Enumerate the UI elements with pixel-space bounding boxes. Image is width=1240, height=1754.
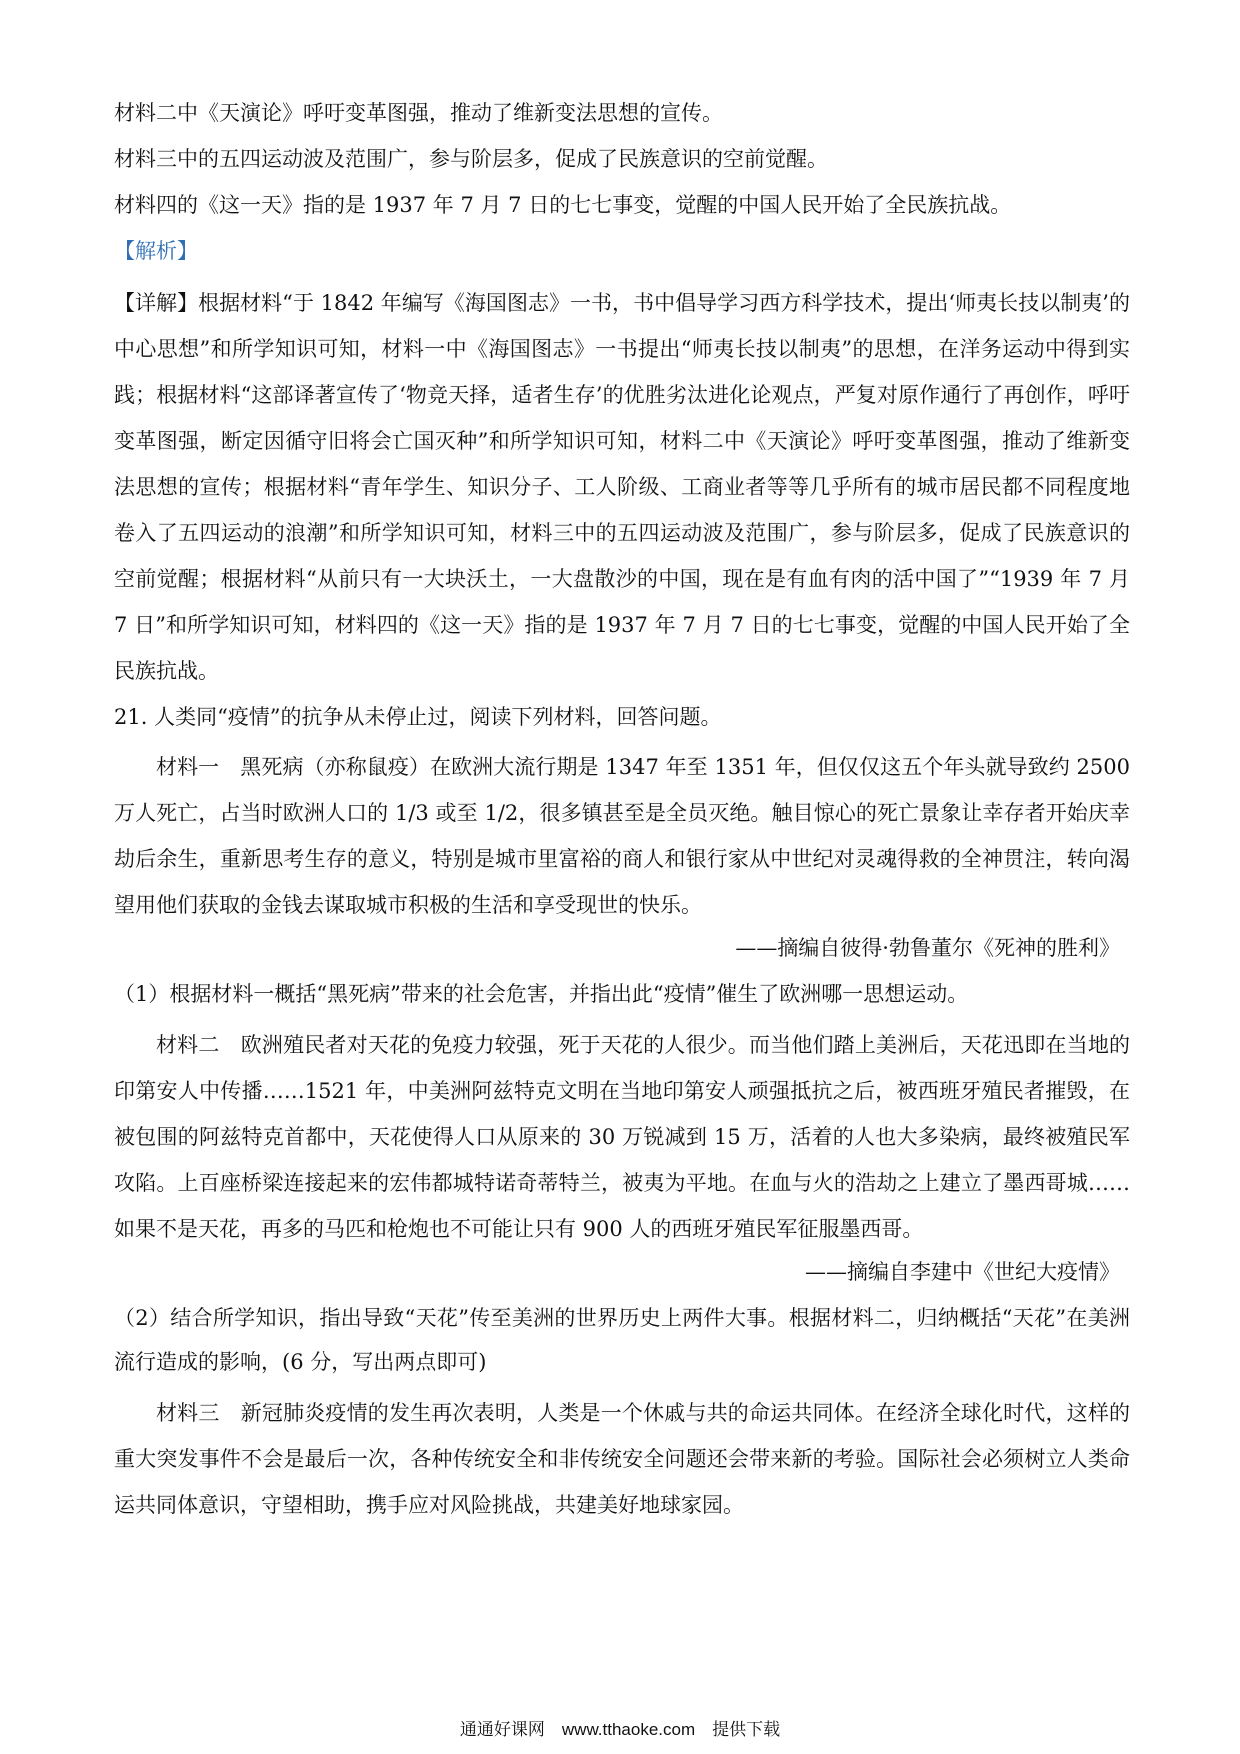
- question-21-stem: 21. 人类同“疫情”的抗争从未停止过，阅读下列材料，回答问题。: [114, 705, 722, 729]
- source-2: ——摘编自李建中《世纪大疫情》: [805, 1260, 1120, 1284]
- answer-line-material-3: 材料三中的五四运动波及范围广，参与阶层多，促成了民族意识的空前觉醒。: [114, 147, 828, 171]
- material-1: 材料一 黑死病（亦称鼠疫）在欧洲大流行期是 1347 年至 1351 年，但仅仅这五个年头就导致约 2500 万人死亡，占当时欧洲人口的 1/3 或至 1/2，很多镇甚至是全员灭绝。触目惊心的死亡景象让幸存者开始庆幸劫后余生，重新思考生存的意义，特别是城市里富裕的商人和银行家从中世纪对灵魂得救的全神贯注，转向渴望用他们获取的金钱去谋取城市积极的生活和享受现世的快乐。: [114, 755, 1130, 917]
- source-1: ——摘编自彼得·勃鲁董尔《死神的胜利》: [735, 936, 1120, 960]
- sub-question-1: （1）根据材料一概括“黑死病”带来的社会危害，并指出此“疫情”催生了欧洲哪一思想运动。: [114, 982, 969, 1006]
- material-2: 材料二 欧洲殖民者对天花的免疫力较强，死于天花的人很少。而当他们踏上美洲后，天花迅即在当地的印第安人中传播……1521 年，中美洲阿兹特克文明在当地印第安人顽强抵抗之后，被西班牙殖民者摧毁，在被包围的阿兹特克首都中，天花使得人口从原来的 30 万锐减到 15 万，活着的人也大多染病，最终被殖民军攻陷。上百座桥梁连接起来的宏伟都城特诺奇蒂特兰，被夷为平地。在血与火的浩劫之上建立了墨西哥城……如果不是天花，再多的马匹和枪炮也不可能让只有 900 人的西班牙殖民军征服墨西哥。: [114, 1033, 1130, 1241]
- material-3: 材料三 新冠肺炎疫情的发生再次表明，人类是一个休戚与共的命运共同体。在经济全球化时代，这样的重大突发事件不会是最后一次，各种传统安全和非传统安全问题还会带来新的考验。国际社会必须树立人类命运共同体意识，守望相助，携手应对风险挑战，共建美好地球家园。: [114, 1401, 1130, 1517]
- analysis-heading: 【解析】: [114, 239, 198, 263]
- answer-line-material-4: 材料四的《这一天》指的是 1937 年 7 月 7 日的七七事变，觉醒的中国人民开始了全民族抗战。: [114, 193, 1012, 217]
- answer-line-material-2: 材料二中《天演论》呼吁变革图强，推动了维新变法思想的宣传。: [114, 101, 723, 125]
- page-footer: 通通好课网 www.tthaoke.com 提供下载: [459, 1720, 781, 1739]
- page-content: [114, 96, 1130, 1528]
- sub-question-2: （2）结合所学知识，指出导致“天花”传至美洲的世界历史上两件大事。根据材料二，归纳概括“天花”在美洲流行造成的影响，(6 分，写出两点即可): [114, 1306, 1130, 1374]
- analysis-detail: 【详解】根据材料“于 1842 年编写《海国图志》一书，书中倡导学习西方科学技术，提出‘师夷长技以制夷’的中心思想”和所学知识可知，材料一中《海国图志》一书提出“师夷长技以制夷”的思想，在洋务运动中得到实践；根据材料“这部译著宣传了‘物竞天择，适者生存’的优胜劣汰进化论观点，严复对原作通行了再创作，呼吁变革图强，断定因循守旧将会亡国灭种”和所学知识可知，材料二中《天演论》呼吁变革图强，推动了维新变法思想的宣传；根据材料“青年学生、知识分子、工人阶级、工商业者等等几乎所有的城市居民都不同程度地卷入了五四运动的浪潮”和所学知识可知，材料三中的五四运动波及范围广，参与阶层多，促成了民族意识的空前觉醒；根据材料“从前只有一大块沃土，一大盘散沙的中国，现在是有血有肉的活中国了”“1939 年 7 月 7 日”和所学知识可知，材料四的《这一天》指的是 1937 年 7 月 7 日的七七事变，觉醒的中国人民开始了全民族抗战。: [114, 291, 1130, 683]
